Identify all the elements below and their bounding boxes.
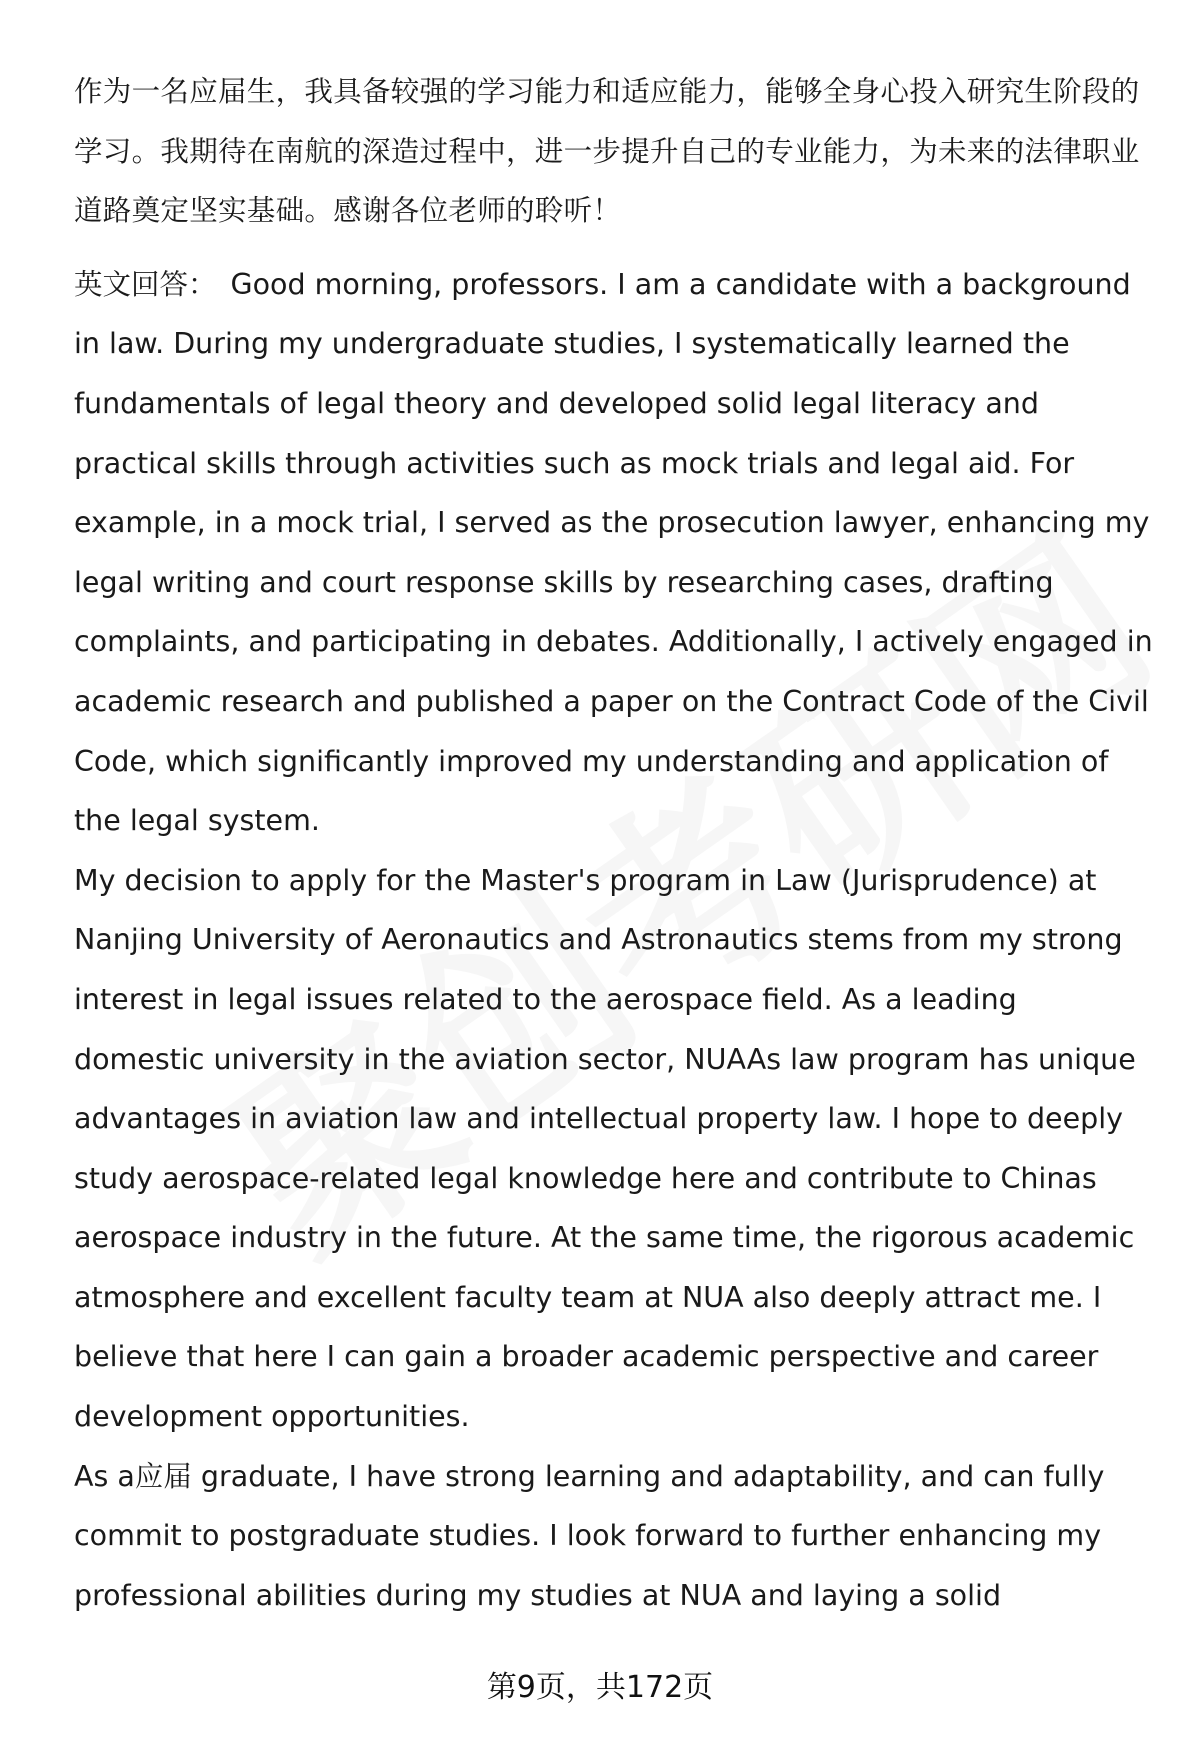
paragraph-gap [74,241,1154,255]
english-answer-label: 英文回答： [74,267,217,301]
english-motivation-paragraph: My decision to apply for the Master's program in Law (Jurisprudence) at Nanjing University of Aeronautics and Astronautics stems from my strong interest in legal issues related to the aerospace field. As a leading domestic university in the aviation sector, NUAAs law program has unique advantages in aviation law and intellectual property law. I hope to deeply study aerospace-related legal knowledge here and contribute to Chinas aerospace industry in the future. At the same time, the rigorous academic atmosphere and excellent faculty team at NUA also deeply attract me. I believe that here I can gain a broader academic perspective and career development opportunities. [74,863,1136,1434]
document-body [74,62,1154,1625]
english-intro-paragraph [74,255,1154,851]
page-number-footer: 第9页，共172页 [486,1670,714,1705]
english-intro-text: Good morning, professors. I am a candidate with a background in law. During my undergraduate studies, I systematically learned the fundamentals of legal theory and developed solid legal literacy and practical skills through activities such as mock trials and legal aid. For example, in a mock trial, I served as the prosecution lawyer, enhancing my legal writing and court response skills by researching cases, drafting complaints, and participating in debates. Additionally, I actively engaged in academic research and published a paper on the Contract Code of the Civil Code, which significantly improved my understanding and application of the legal system. [74,267,1153,838]
chinese-closing-paragraph: 作为一名应届生，我具备较强的学习能力和适应能力，能够全身心投入研究生阶段的学习。我期待在南航的深造过程中，进一步提升自己的专业能力，为未来的法律职业道路奠定坚实基础。感谢各位老师的聆听！ [74,75,1140,228]
english-closing-paragraph: As a应届 graduate, I have strong learning and adaptability, and can fully commit to postgraduate studies. I look forward to further enhancing my professional abilities during my studies at NUA and laying a solid [74,1459,1105,1612]
